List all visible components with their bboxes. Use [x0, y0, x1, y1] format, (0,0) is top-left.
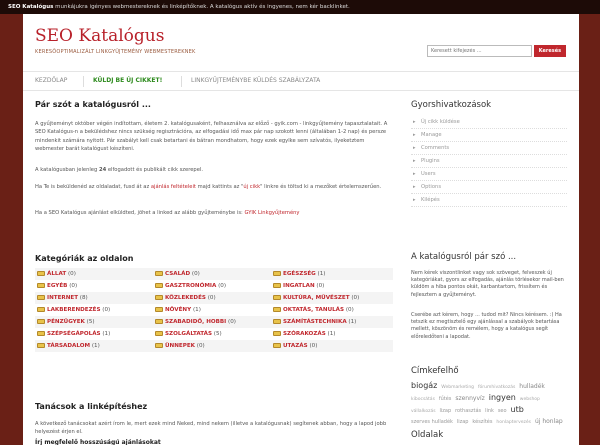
topbar-text: munkájukra igényes webmestereknek és linképítőknek. A katalógus aktív és ingyenes, nem kér backlinket. [55, 4, 350, 10]
category-item[interactable] [273, 280, 324, 292]
category-item[interactable] [155, 268, 200, 280]
tag-link[interactable]: fűtés [438, 396, 452, 402]
shortcut-link[interactable]: ▸ Kilépés [411, 194, 567, 207]
folder-icon [155, 271, 163, 276]
folder-icon [273, 343, 281, 348]
folder-icon [37, 271, 45, 276]
folder-icon [37, 295, 45, 300]
intro-paragraph: A gyűjteményt október végén indítottam, életem 2. katalógusaként, felhasználva az előző - gyik.com - linkgyűjtemény tapasztalatait. A SEO Katalógus-n a bekülédshez nincs szükség regisztrációra, az elfogadási idő max pár nap szokott lenni (általában 1-2 nap) és persze mindenkit számára nyitott. Pár szabályt kell csak betartani és bátran mondhatom, hogy ezek egylke sem szívatós, ilyeketztem webmester barát katalógust készíteni. [35, 121, 388, 153]
tag-link[interactable]: készítés [472, 419, 493, 425]
folder-icon [273, 295, 281, 300]
category-count: (1) [100, 331, 111, 337]
tips-heading: Tanácsok a linképítéshez [35, 402, 148, 411]
search-form [427, 45, 566, 57]
tag-cloud [411, 381, 567, 428]
search-button[interactable]: Keresés [534, 45, 566, 57]
page-container [23, 14, 579, 445]
folder-icon [37, 307, 45, 312]
tag-link[interactable]: kibocsátás [411, 397, 435, 402]
folder-icon [155, 295, 163, 300]
shortcut-link[interactable]: ▸ Új cikk küldése [411, 116, 567, 129]
category-name[interactable]: NÖVÉNY [165, 307, 192, 313]
category-name[interactable]: PÉNZÜGYEK [47, 319, 85, 325]
category-count: (8) [78, 295, 88, 301]
folder-icon [155, 331, 163, 336]
tag-link[interactable]: seo [497, 408, 507, 414]
category-name[interactable]: LAKBERENDEZÉS [47, 307, 101, 313]
category-name[interactable]: KULTÚRA, MŰVÉSZET [283, 295, 350, 301]
category-item[interactable] [37, 340, 100, 352]
tag-link[interactable]: biogáz [411, 381, 438, 390]
category-row [35, 268, 393, 280]
category-count: (0) [349, 295, 360, 301]
category-item[interactable] [37, 268, 76, 280]
tag-link[interactable]: utb [510, 405, 524, 414]
category-name[interactable]: INGATLAN [283, 283, 315, 289]
category-row [35, 328, 393, 340]
count-text-post: elfogadott és publikált cikk szerepel. [107, 167, 203, 173]
pages-heading: Oldalak [411, 430, 444, 440]
category-item[interactable] [37, 292, 88, 304]
category-item[interactable] [155, 280, 226, 292]
shortcuts-heading: Gyorshivatkozások [411, 100, 492, 110]
main-nav [23, 71, 579, 91]
folder-icon [37, 283, 45, 288]
category-count: (1) [191, 307, 201, 313]
article-count: 24 [98, 167, 107, 173]
tag-cloud-heading: Címkefelhő [411, 366, 459, 376]
category-item[interactable] [273, 304, 354, 316]
category-row [35, 280, 393, 292]
site-title[interactable]: SEO Katalógus [35, 26, 165, 46]
category-count: (1) [90, 343, 100, 349]
tag-link[interactable]: új honlap [534, 418, 563, 425]
gyik-link[interactable]: GYIK Linkgyűjtemény [244, 210, 300, 216]
folder-icon [37, 319, 45, 324]
category-count: (0) [66, 271, 76, 277]
site-tagline: KERESŐOPTIMALIZÁLT LINKGYŰJTEMÉNY WEBMESTEREKNEK [35, 49, 196, 55]
category-name[interactable]: ÁLLAT [47, 271, 67, 277]
folder-icon [155, 283, 163, 288]
tag-link[interactable]: szennyvíz [455, 395, 485, 402]
category-item[interactable] [273, 340, 317, 352]
shortcut-link[interactable]: ▸ Plugins [411, 155, 567, 168]
nav-divider [181, 76, 182, 87]
category-count: (5) [84, 319, 95, 325]
nav-submit-article[interactable]: KÜLDJ BE ÚJ CIKKET! [93, 77, 163, 84]
category-name[interactable]: ÜNNEPEK [165, 343, 195, 349]
folder-icon [273, 271, 281, 276]
category-item[interactable] [37, 328, 110, 340]
folder-icon [273, 331, 281, 336]
category-item[interactable] [155, 304, 201, 316]
about-catalog-heading: A katalógusról pár szó ... [411, 252, 517, 262]
about-paragraph-2: Cserébe azt kérem, hogy ... tudod mit? Nincs kérésem. :) Ha tetszik ez megtisztelő egy ajánlással a szabályok betartása mellett, köszönöm és remélem, hogy a katalógus segít előreledőteni a lapodat. [411, 312, 562, 340]
tag-link[interactable]: webshop [519, 397, 540, 402]
category-name[interactable]: GASZTRONÓMIA [165, 283, 217, 289]
category-name[interactable]: EGÉSZSÉG [283, 271, 316, 277]
count-text-pre: A katalógusban jelenleg [35, 167, 98, 173]
category-name[interactable]: SZÉPSÉGÁPOLÁS [47, 331, 101, 337]
category-grid [35, 268, 393, 352]
tips-paragraph: A következő tanácsokat azért írom le, mert ezek mind Neked, mind nekem (illetve a katalógusnak) segítenek abban, hogy a lapod jobb helyezést érjen el. [35, 421, 387, 436]
category-item[interactable] [155, 340, 205, 352]
about-paragraph-1: Nem kérek viszontlinket vagy sok szöveget, felveszek új kategóriákat, gyors az elfogadás, ajánlás törlésekor mail-ben küldöm a hiba pontos okát, karbantartom, frissítem és fejlesztem a gyűjteményt. [411, 270, 564, 298]
tips-subheading: Írj megfelelő hosszúságú ajánlásokat [35, 439, 161, 445]
site-header [23, 14, 579, 70]
gyik-paragraph [35, 209, 393, 217]
category-item[interactable] [273, 328, 335, 340]
category-name[interactable]: TÁRSADALOM [47, 343, 91, 349]
category-name[interactable]: INTERNET [47, 295, 79, 301]
folder-icon [37, 343, 45, 348]
tag-link[interactable]: lizap [439, 408, 452, 414]
tag-link[interactable]: szerves hulladék [411, 419, 453, 425]
gyik-text: Ha a SEO Katalógus ajánlást elküldted, jöhet a linked az alább gyűjteménybe is: [35, 210, 243, 216]
new-article-link[interactable]: új cikk [243, 184, 261, 190]
submit-text-b: majd kattints az " [197, 184, 244, 190]
topbar-brand: SEO Katalógus [8, 4, 54, 10]
search-input[interactable] [427, 45, 532, 57]
category-item[interactable] [37, 304, 110, 316]
nav-divider [83, 76, 84, 87]
category-count: (1) [346, 319, 357, 325]
category-name[interactable]: OKTATÁS, TANULÁS [283, 307, 345, 313]
category-item[interactable] [155, 316, 236, 328]
tag-link[interactable]: honlaptervezés [496, 420, 532, 425]
category-item[interactable] [273, 316, 356, 328]
folder-icon [155, 343, 163, 348]
shortcut-link[interactable]: ▸ Users [411, 168, 567, 181]
tag-link[interactable]: rothasztás [455, 408, 482, 414]
about-heading: Pár szót a katalógusról ... [35, 100, 151, 109]
category-item[interactable] [273, 268, 325, 280]
category-item[interactable] [37, 316, 95, 328]
tag-link[interactable]: Webmarketing [441, 385, 475, 390]
submit-text-a: Ha Te is beküldenéd az oldaladat, fusd át az [35, 184, 150, 190]
category-item[interactable] [155, 328, 222, 340]
category-count: (0) [344, 307, 354, 313]
shortcuts-list [411, 116, 567, 207]
nav-home[interactable]: KEZDŐLAP [35, 77, 68, 84]
category-name[interactable]: SZÓRAKOZÁS [283, 331, 326, 337]
category-count: (0) [216, 283, 227, 289]
sidebar [411, 100, 567, 445]
category-row [35, 340, 393, 352]
main-content [35, 100, 393, 445]
folder-icon [155, 319, 163, 324]
nav-submission-rules[interactable]: LINKGYŰJTEMÉNYBE KÜLDÉS SZABÁLYZATA [191, 77, 321, 84]
tag-link[interactable]: lizap [456, 419, 469, 425]
category-count: (0) [100, 307, 111, 313]
tag-link[interactable]: hulladék [519, 383, 545, 390]
category-name[interactable]: UTAZÁS [283, 343, 308, 349]
tag-link[interactable]: ingyen [488, 393, 516, 402]
category-count: (0) [205, 295, 216, 301]
folder-icon [273, 283, 281, 288]
category-count: (0) [67, 283, 78, 289]
category-count: (1) [325, 331, 336, 337]
category-row [35, 316, 393, 328]
tag-link[interactable]: vállalkozás [411, 409, 436, 414]
tag-link[interactable]: link [485, 408, 494, 414]
category-name[interactable]: KÖZLEKEDÉS [165, 295, 206, 301]
category-count: (0) [194, 343, 205, 349]
shortcut-link[interactable]: ▸ Options [411, 181, 567, 194]
category-count: (1) [315, 271, 326, 277]
shortcut-link[interactable]: ▸ Manage [411, 129, 567, 142]
category-row [35, 304, 393, 316]
folder-icon [37, 331, 45, 336]
folder-icon [273, 307, 281, 312]
shortcut-link[interactable]: ▸ Comments [411, 142, 567, 155]
category-item[interactable] [273, 292, 359, 304]
article-count-paragraph [35, 166, 393, 174]
category-count: (0) [314, 283, 325, 289]
category-count: (0) [190, 271, 200, 277]
submit-instructions: Ha Te is beküldenéd az oldaladat, fusd át az ajánlás feltételeit majd kattints az "új cikk" linkre és töltsd ki a mezőket értelemszerűen. [35, 184, 382, 190]
category-name[interactable]: SZABADIDŐ, HOBBI [165, 319, 227, 325]
category-count: (0) [226, 319, 236, 325]
top-info-bar [0, 0, 600, 14]
tag-link[interactable]: fórumhivatkozás [477, 385, 516, 390]
category-item[interactable] [37, 280, 77, 292]
category-name[interactable]: CSALÁD [165, 271, 191, 277]
category-count: (0) [307, 343, 318, 349]
submit-text-c: linkre és töltsd ki a mezőket értelemszerűen. [264, 184, 382, 190]
category-item[interactable] [155, 292, 216, 304]
category-name[interactable]: SZÁMÍTÁSTECHNIKA [283, 319, 347, 325]
folder-icon [273, 319, 281, 324]
folder-icon [155, 307, 163, 312]
conditions-link[interactable]: ajánlás feltételeit [150, 184, 196, 190]
category-name[interactable]: EGYÉB [47, 283, 68, 289]
category-name[interactable]: SZOLGÁLTATÁS [165, 331, 212, 337]
category-count: (5) [211, 331, 222, 337]
categories-heading: Kategóriák az oldalon [35, 254, 134, 263]
category-row [35, 292, 393, 304]
